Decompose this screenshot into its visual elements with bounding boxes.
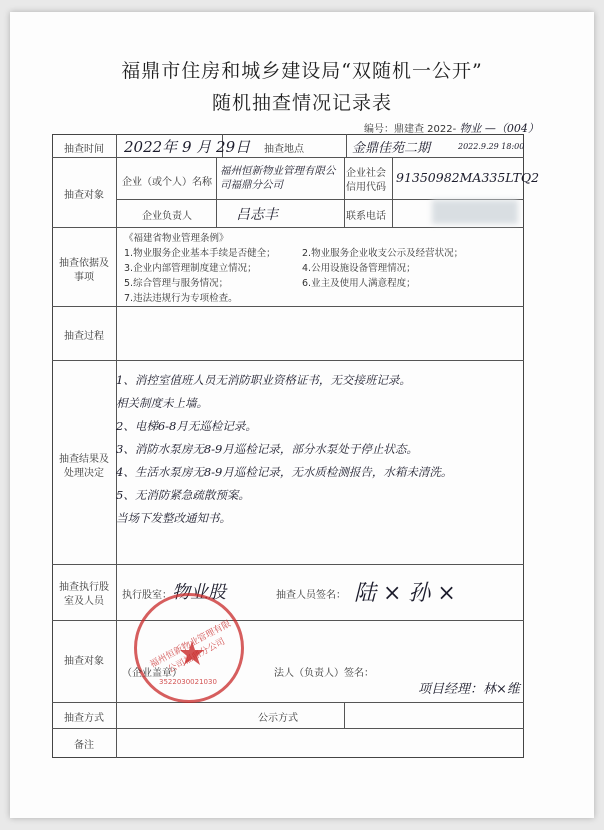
row-divider xyxy=(52,227,524,228)
document-number-label: 编号：鼎建查 2022- xyxy=(364,124,457,135)
label-inspector-sign: 抽查人员签名： xyxy=(276,590,346,601)
column-divider xyxy=(392,157,393,227)
label-dept: 执行股室： xyxy=(122,590,172,601)
label-seal: （企业盖章） xyxy=(122,668,182,679)
seal-text: 福州恒新物业管理有限公司福鼎分公司 xyxy=(148,619,233,676)
label-company-head: 企业负责人 xyxy=(142,211,192,222)
label-inspection-object: 抽查对象 xyxy=(64,190,104,201)
inspection-time-value: 2022年 9 月 29日 xyxy=(124,138,251,156)
company-name-value: 福州恒新物业管理有限公司福鼎分公司 xyxy=(220,165,336,191)
label-phone: 联系电话 xyxy=(346,211,386,222)
label-remark: 备注 xyxy=(74,740,94,751)
label-basis-2: 事项 xyxy=(74,272,94,283)
label-credit-code-2: 信用代码 xyxy=(346,182,386,193)
label-method: 抽查方式 xyxy=(64,713,104,724)
result-line: 4、生活水泵房无8-9月巡检记录，无水质检测报告，水箱未清洗。 xyxy=(116,465,453,479)
column-divider xyxy=(344,702,345,728)
column-divider xyxy=(344,157,345,227)
seal-number: 3522030021030 xyxy=(159,678,217,686)
credit-code-value: 91350982MA335LTQ2 xyxy=(396,170,540,185)
result-line: 2、电梯6-8月无巡检记录。 xyxy=(116,419,257,433)
label-executor-2: 室及人员 xyxy=(64,596,104,607)
dept-value: 物业股 xyxy=(172,582,226,603)
label-basis-1: 抽查依据及 xyxy=(59,258,109,269)
basis-item: 3.企业内部管理制度建立情况； xyxy=(124,263,257,274)
inspector-signature: 陆 × 孙 × xyxy=(354,581,456,606)
label-company-name: 企业（或个人）名称 xyxy=(122,177,212,188)
label-object-sign: 抽查对象 xyxy=(64,656,104,667)
inspection-date-note: 2022.9.29 18:00 xyxy=(458,142,525,151)
label-credit-code-1: 企业社会 xyxy=(346,168,386,179)
result-handwriting xyxy=(116,372,516,533)
result-line: 1、消控室值班人员无消防职业资格证书，无交接班记录。 xyxy=(116,373,411,387)
document-title: 福鼎市住房和城乡建设局“双随机一公开” xyxy=(121,60,483,82)
phone-redaction xyxy=(432,200,518,224)
label-inspection-time: 抽查时间 xyxy=(64,144,104,155)
row-divider xyxy=(52,564,524,565)
inspection-place-value: 金鼎佳苑二期 xyxy=(352,141,431,156)
label-result-2: 处理决定 xyxy=(64,468,104,479)
label-process: 抽查过程 xyxy=(64,331,104,342)
basis-item: 4.公用设施设备管理情况； xyxy=(302,263,416,274)
result-line: 相关制度未上墙。 xyxy=(116,396,208,410)
row-divider xyxy=(52,702,524,703)
company-head-value: 吕志丰 xyxy=(236,207,278,223)
legal-signature: 项目经理：林×维 xyxy=(418,682,520,697)
label-executor-1: 抽查执行股 xyxy=(59,582,109,593)
document-subtitle: 随机抽查情况记录表 xyxy=(211,92,392,114)
label-inspection-place: 抽查地点 xyxy=(264,144,304,155)
method-value: 公示方式 xyxy=(258,713,298,724)
basis-item: 1.物业服务企业基本手续是否健全； xyxy=(124,248,276,259)
basis-item: 6.业主及使用人满意程度； xyxy=(302,278,416,289)
basis-item: 7.违法违规行为专项检查。 xyxy=(124,293,238,304)
row-divider xyxy=(52,157,524,158)
basis-item: 2.物业服务企业收支公示及经营状况； xyxy=(302,248,464,259)
row-divider xyxy=(52,360,524,361)
result-line: 当场下发整改通知书。 xyxy=(116,511,231,525)
label-legal-sign: 法人（负责人）签名： xyxy=(274,668,374,679)
basis-item: 5.综合管理与服务情况； xyxy=(124,278,229,289)
label-result-1: 抽查结果及 xyxy=(59,454,109,465)
document-number-hw: 物业 —（004） xyxy=(459,122,539,135)
row-divider xyxy=(52,306,524,307)
law-title: 《福建省物业管理条例》 xyxy=(124,233,229,244)
row-divider xyxy=(52,728,524,729)
column-divider xyxy=(216,157,217,227)
result-line: 3、消防水泵房无8-9月巡检记录，部分水泵处于停止状态。 xyxy=(116,442,418,456)
result-line: 5、无消防紧急疏散预案。 xyxy=(116,488,250,502)
row-divider xyxy=(52,620,524,621)
company-seal xyxy=(134,593,244,703)
column-divider xyxy=(346,134,347,158)
